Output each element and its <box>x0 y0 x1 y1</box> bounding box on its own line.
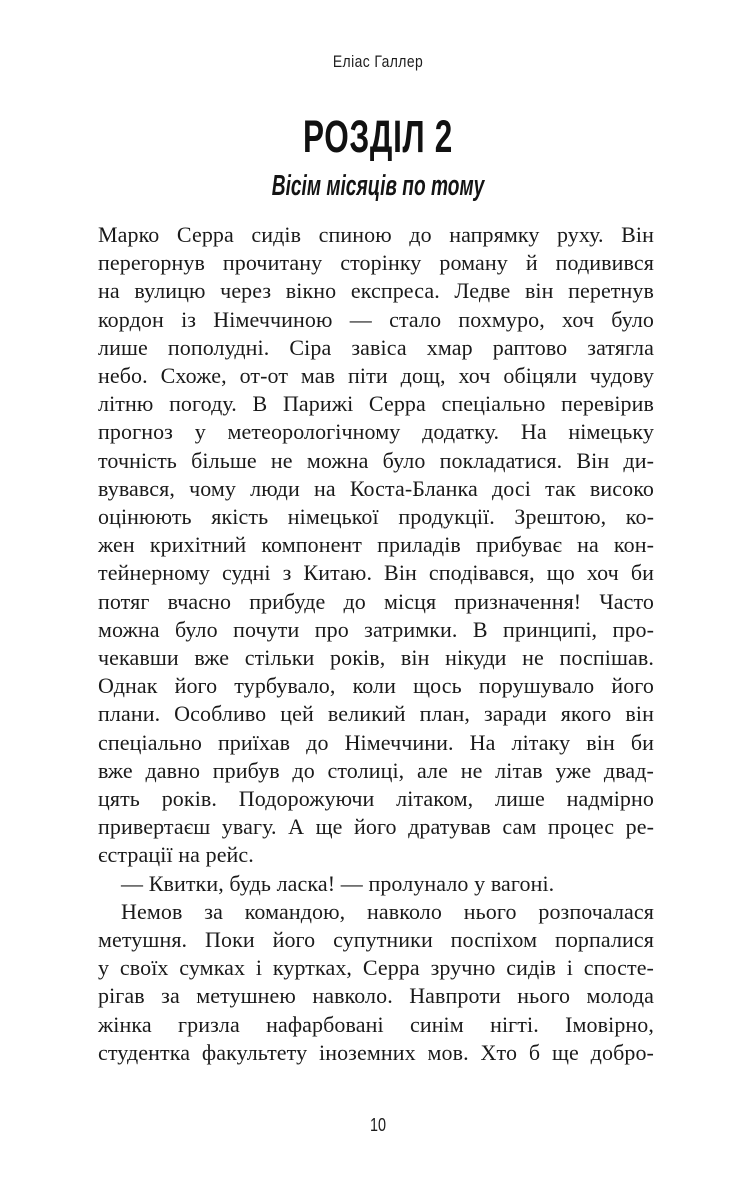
body-text-line: привертаєш увагу. А ще його дратував сам процес ре- <box>98 814 654 840</box>
body-text-line: небо. Схоже, от-от мав піти дощ, хоч обіцяли чудову <box>98 363 654 389</box>
page-number: 10 <box>369 1115 387 1135</box>
body-text-line: жен крихітний компонент приладів прибуває на кон- <box>98 532 654 558</box>
body-text-line: вже давно прибув до столиці, але не літав уже двад- <box>98 757 654 783</box>
body-text-line: лише пополудні. Сіра завіса хмар раптово затягла <box>98 334 654 360</box>
chapter-title: РОЗДІЛ 2 <box>303 111 453 162</box>
body-text-line: тейнерному судні з Китаю. Він сподівався, що хоч би <box>98 560 654 586</box>
body-text-line: спеціально приїхав до Німеччини. На літаку він би <box>98 729 654 755</box>
body-text-line: рігав за метушнею навколо. Навпроти нього молода <box>98 983 654 1009</box>
body-text-line: у своїх сумках і куртках, Серра зручно сидів і спосте- <box>98 955 654 981</box>
body-text-line: чекавши вже стільки років, він нікуди не поспішав. <box>98 645 654 671</box>
body-text-line: Марко Серра сидів спиною до напрямку руху. Він <box>98 222 654 247</box>
chapter-subtitle: Вісім місяців по тому <box>271 170 485 202</box>
body-text-line: оцінюють якість німецької продукції. Зрештою, ко- <box>98 504 654 530</box>
body-text-line: цять років. Подорожуючи літаком, лише надмірно <box>98 786 654 812</box>
body-text-line: метушня. Поки його супутники поспіхом порпалися <box>98 927 654 953</box>
body-text-line: можна було почути про затримки. В принципі, про- <box>98 616 654 642</box>
body-text-line: жінка гризла нафарбовані синім нігті. Імовірно, <box>98 1011 654 1037</box>
body-text-line: прогноз у метеорологічному додатку. На німецьку <box>98 419 654 445</box>
body-text-line: на вулицю через вікно експреса. Ледве він перетнув <box>98 278 654 304</box>
body-text-line: студентка факультету іноземних мов. Хто б ще добро- <box>98 1039 654 1065</box>
body-text-line: вувався, чому люди на Коста-Бланка досі так високо <box>98 475 654 501</box>
body-text-line: Однак його турбувало, коли щось порушувало його <box>98 673 654 699</box>
body-text-line: потяг вчасно прибуде до місця призначення! Часто <box>98 588 654 614</box>
body-text-line: перегорнув прочитану сторінку роману й подивився <box>98 250 654 276</box>
running-head-author: Еліас Галлер <box>332 52 424 71</box>
body-text-line: кордон із Німеччиною — стало похмуро, хоч було <box>98 306 654 332</box>
body-text <box>98 221 654 1067</box>
body-text-line: єстрації на рейс. <box>98 842 254 868</box>
body-text-line: точність більше не можна було покладатися. Він ди- <box>98 447 654 473</box>
body-text-line-dialogue: — Квитки, будь ласка! — пролунало у вагоні. <box>121 870 555 896</box>
body-text-line: літню погоду. В Парижі Серра спеціально перевірив <box>98 391 654 417</box>
body-text-line: плани. Особливо цей великий план, заради якого він <box>98 701 654 727</box>
body-text-line: Немов за командою, навколо нього розпочалася <box>121 898 654 924</box>
